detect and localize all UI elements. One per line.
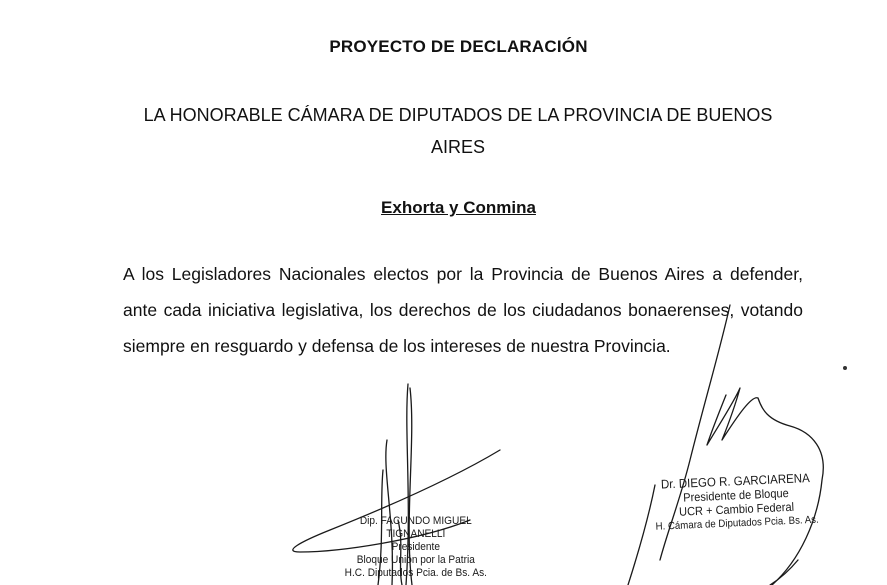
scan-mark bbox=[843, 366, 847, 370]
left-signature-stamp bbox=[333, 515, 499, 580]
right-signer-name: Dr. DIEGO R. GARCIARENA bbox=[660, 471, 811, 492]
declaration-body: A los Legisladores Nacionales electos por la Provincia de Buenos Aires a defender, ante cada iniciativa legislativa, los derechos de los ciudadanos bonaerenses, votando siempre en resguardo y defensa de los intereses de nuestra Provincia. bbox=[123, 264, 803, 356]
chamber-name: LA HONORABLE CÁMARA DE DIPUTADOS DE LA PROVINCIA DE BUENOS AIRES bbox=[143, 105, 773, 157]
section-heading: Exhorta y Conmina bbox=[381, 198, 536, 217]
left-signer-chamber: H.C. Diputados Pcia. de Bs. As. bbox=[344, 567, 487, 579]
left-signer-name: Dip. FACUNDO MIGUEL TIGNANELLI bbox=[359, 515, 472, 540]
right-signature bbox=[628, 305, 823, 585]
left-signer-role: Presidente bbox=[391, 541, 440, 553]
right-signature-stamp bbox=[650, 471, 822, 534]
left-signer-bloc: Bloque Unión por la Patria bbox=[356, 554, 475, 566]
right-signer-bloc: UCR + Cambio Federal bbox=[678, 499, 795, 519]
document-title: PROYECTO DE DECLARACIÓN bbox=[329, 37, 588, 56]
right-signer-role: Presidente de Bloque bbox=[682, 485, 789, 505]
right-signer-chamber: H. Cámara de Diputados Pcia. Bs. As. bbox=[655, 513, 819, 533]
